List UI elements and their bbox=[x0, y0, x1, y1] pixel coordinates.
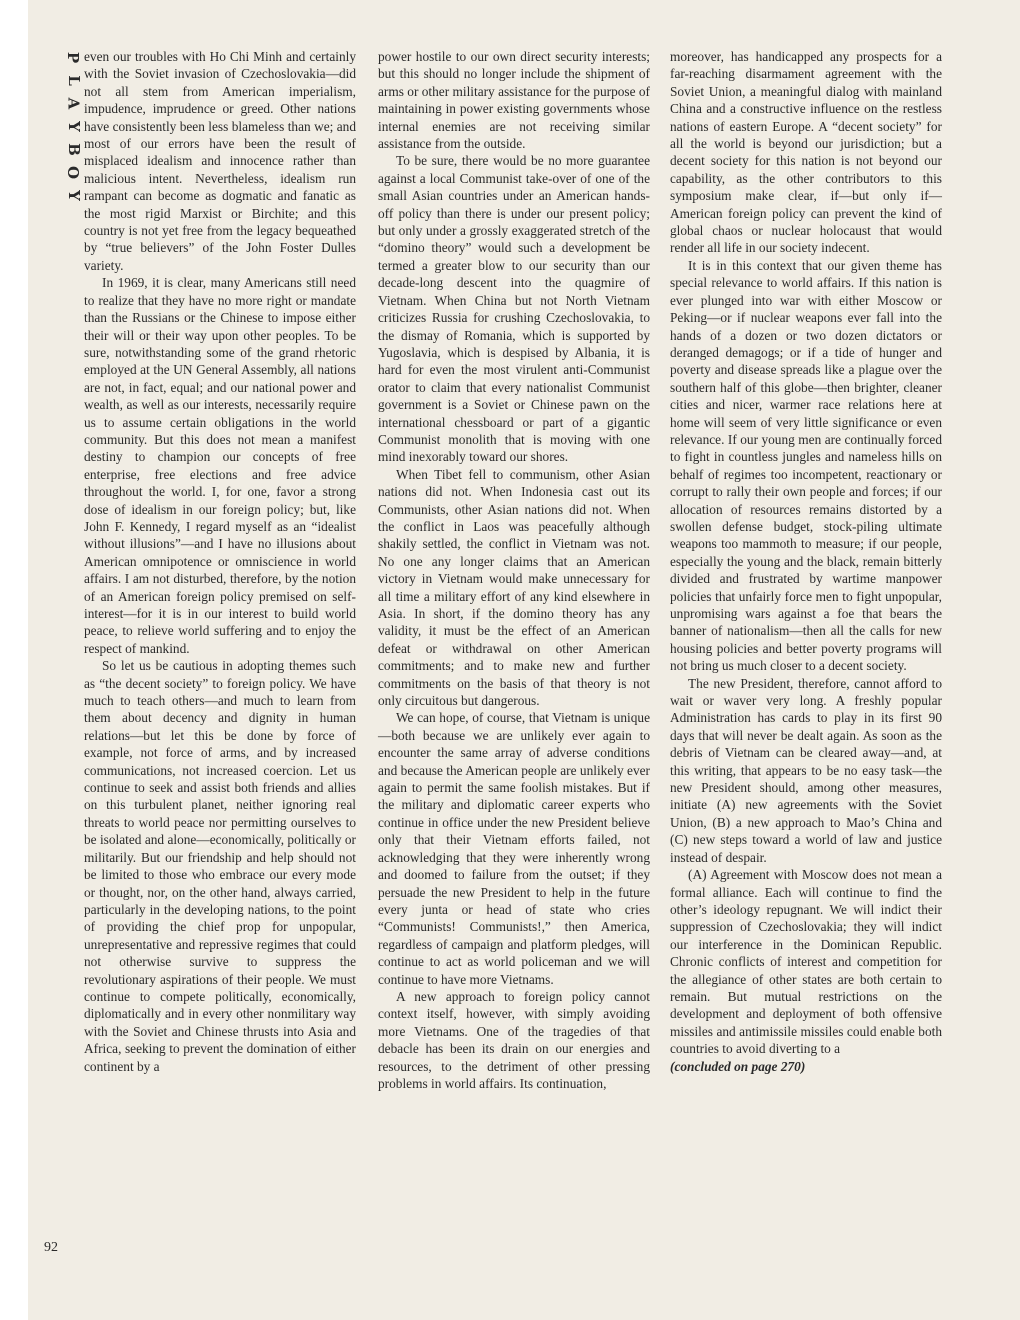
text-column-3 bbox=[670, 48, 942, 1075]
body-paragraph: When Tibet fell to communism, other Asian nations did not. When Indonesia cast out its Communists, other Asian nations did not. When the conflict in Laos was peacefully although shakily settled, the conflict in Vietnam was not. No one any longer claims that an American victory in Vietnam would make unnecessary for all time a military effort of any kind elsewhere in Asia. In short, if the domino theory has any validity, it must be the effect of an American defeat or withdrawal on other American commitments; and to make new and further commitments on the basis of that theory is not only circuitous but dangerous. bbox=[378, 466, 650, 709]
running-head-letter: Y bbox=[64, 121, 83, 132]
body-paragraph: We can hope, of course, that Vietnam is unique—both because we are unlikely ever again to encounter the same array of adverse conditions and because the American people are unlikely ever again to permit the same foolish mistakes. But if the military and diplomatic career experts who continue in office under the new President believe only that their Vietnam efforts failed, not acknowledging that they were inherently wrong and doomed to failure from the outset; if they persuade the new President to help in the future every junta or head of state who cries “Communists! Communists!,” then America, regardless of campaign and platform pledges, will continue to act as world policeman and we will continue to have more Vietnams. bbox=[378, 710, 650, 987]
body-paragraph: power hostile to our own direct security interests; but this should no longer include the shipment of arms or other military assistance for the purpose of maintaining in power existing governments whose internal enemies are not receiving similar assistance from the outside. bbox=[378, 49, 650, 152]
body-paragraph: The new President, therefore, cannot afford to wait or waver very long. A freshly popular Administration has cards to play in its first 90 days that will never be dealt again. As soon as the debris of Vietnam can be cleared away—and, at this writing, that appears to be no easy task—the new President should, among other measures, initiate (A) new agreements with the Soviet Union, (B) a new approach to Mao’s China and (C) new steps toward a world of law and justice instead of despair. bbox=[670, 675, 942, 865]
running-head-letter: P bbox=[64, 51, 83, 64]
text-column-2 bbox=[378, 48, 650, 1092]
running-head-letter: B bbox=[64, 143, 83, 156]
body-paragraph: (A) Agreement with Moscow does not mean a formal alliance. Each will continue to find the other’s ideology repugnant. We will indict their suppression of Czechoslovakia; they will indict our interference in the Dominican Republic. Chronic conflicts of interest and competition for the allegiance of other states are both certain to remain. But mutual restrictions on the development and deployment of both offensive missiles and antimissile missiles could enable both countries to avoid diverting to a bbox=[670, 867, 942, 1057]
running-head-letter: A bbox=[64, 97, 83, 110]
running-head bbox=[60, 46, 86, 207]
body-paragraph: A new approach to foreign policy cannot context itself, however, with simply avoiding more Vietnams. One of the tragedies of that debacle has been its drain on our energies and resources, to the detriment of other pressing problems in world affairs. Its continuation, bbox=[378, 988, 650, 1091]
running-head-letter: O bbox=[64, 165, 83, 180]
body-paragraph: even our troubles with Ho Chi Minh and certainly with the Soviet invasion of Czechoslovakia—did not all stem from American imperialism, impudence, imprudence or greed. Other nations have consistently been less blameless than we; and most of our errors have been the result of misplaced idealism and innocence rather than malicious intent. Nevertheless, idealism run rampant can become as dogmatic and fanatic as the most rigid Marxist or Birchite; and this country is not yet free from the legacy bequeathed by “true believers” of the John Foster Dulles variety. bbox=[84, 49, 356, 273]
body-paragraph: In 1969, it is clear, many Americans still need to realize that they have no more right or mandate than the Russians or the Chinese to impose either their will or their way upon other peoples. To be sure, notwithstanding some of the grand rhetoric employed at the UN General Assembly, all nations are not, in fact, equal; and our national power and wealth, as well as our interests, necessarily require us to assume certain obligations in the world community. But this does not mean a manifest destiny to champion our concepts of free enterprise, free elections and free advice throughout the world. I, for one, favor a strong dose of idealism in our foreign policy; but, like John F. Kennedy, I regard myself as an “idealist without illusions”—and I have no illusions about American omnipotence or omniscience in world affairs. I am not disturbed, therefore, by the notion of an American foreign policy premised on self-interest—for it is in our interest to build world peace, to relieve world suffering and to enjoy the respect of mankind. bbox=[84, 275, 356, 656]
body-paragraph: It is in this context that our given theme has special relevance to world affairs. If this nation is ever plunged into war with either Moscow or Peking—or if nuclear weapons ever fall into the hands of a dozen or two dozen dictators or deranged demagogs; or if a tide of hunger and poverty and disease spreads like a plague over the southern half of this globe—then brighter, cleaner cities and nicer, warmer race relations here at home will seem of very little significance or even relevance. If our young men are continually forced to fight in countless jungles and nameless hills on behalf of regimes too incompetent, reactionary or corrupt to rally their own people and forces; if our allocation of resources remains distorted by a swollen defense budget, stock-piling ultimate weapons too mammoth to measure; if our people, especially the young and the black, remain bitterly divided and frustrated by wartime manpower policies that unfairly force men to fight unpopular, unpromising wars against a foe that bears the banner of nationalism—then all the calls for new housing policies and better poverty programs will not bring us much closer to a decent society. bbox=[670, 257, 942, 674]
body-paragraph: To be sure, there would be no more guarantee against a local Communist take-over of one of the small Asian countries under an American hands-off policy than there is under our present policy; but only under a grossly exaggerated stretch of the “domino theory” would such a development be termed a greater blow to our security than our decade-long descent into the quagmire of Vietnam. When China but not North Vietnam criticizes Russia for crushing Czechoslovakia, to the dismay of Romania, which is supported by Yugoslavia, which is despised by Albania, it is hard for even the most virulent anti-Communist orator to claim that every nationalist Communist government is a Soviet or Chinese pawn on the international chessboard or part of a gigantic Communist monolith that is moving with one mind inexorably toward our shores. bbox=[378, 153, 650, 465]
page-left-margin bbox=[0, 0, 28, 1320]
running-head-letter: L bbox=[64, 75, 83, 86]
text-column-1 bbox=[84, 48, 356, 1075]
page-number: 92 bbox=[44, 1240, 58, 1255]
running-head-letter: Y bbox=[64, 190, 83, 201]
continuation-line: (concluded on page 270) bbox=[670, 1058, 806, 1074]
body-paragraph: So let us be cautious in adopting themes such as “the decent society” to foreign policy. We have much to teach others—and much to learn from them about decency and dignity in human relations—but let this be done by force of example, not force of arms, and by increased communications, not increased coercion. Let us continue to seek and assist both friends and allies on this turbulent planet, neither ignoring real threats to world peace nor permitting ourselves to be isolated and alone—economically, politically or militarily. But our friendship and help should not be limited to those who embrace our every mode or thought, nor, on the other hand, always carried, particularly in the developing nations, to the point of providing the chief prop for unpopular, unrepresentative and repressive regimes that could not otherwise survive to suppress the revolutionary aspirations of their people. We must continue to compete politically, economically, diplomatically and in every other nonmilitary way with the Soviet and Chinese thrusts into Asia and Africa, seeking to prevent the domination of either continent by a bbox=[84, 658, 356, 1074]
body-paragraph: moreover, has handicapped any prospects for a far-reaching disarmament agreement with the Soviet Union, a meaningful dialog with mainland China and a constructive influence on the restless nations of eastern Europe. A “decent society” for all the world is beyond our jurisdiction; but a decent society for this nation is not beyond our capability, as the other contributors to this symposium make clear, if—but only if—American foreign policy can prevent the kind of global chaos or nuclear holocaust that would render all life in our society indecent. bbox=[670, 49, 942, 256]
